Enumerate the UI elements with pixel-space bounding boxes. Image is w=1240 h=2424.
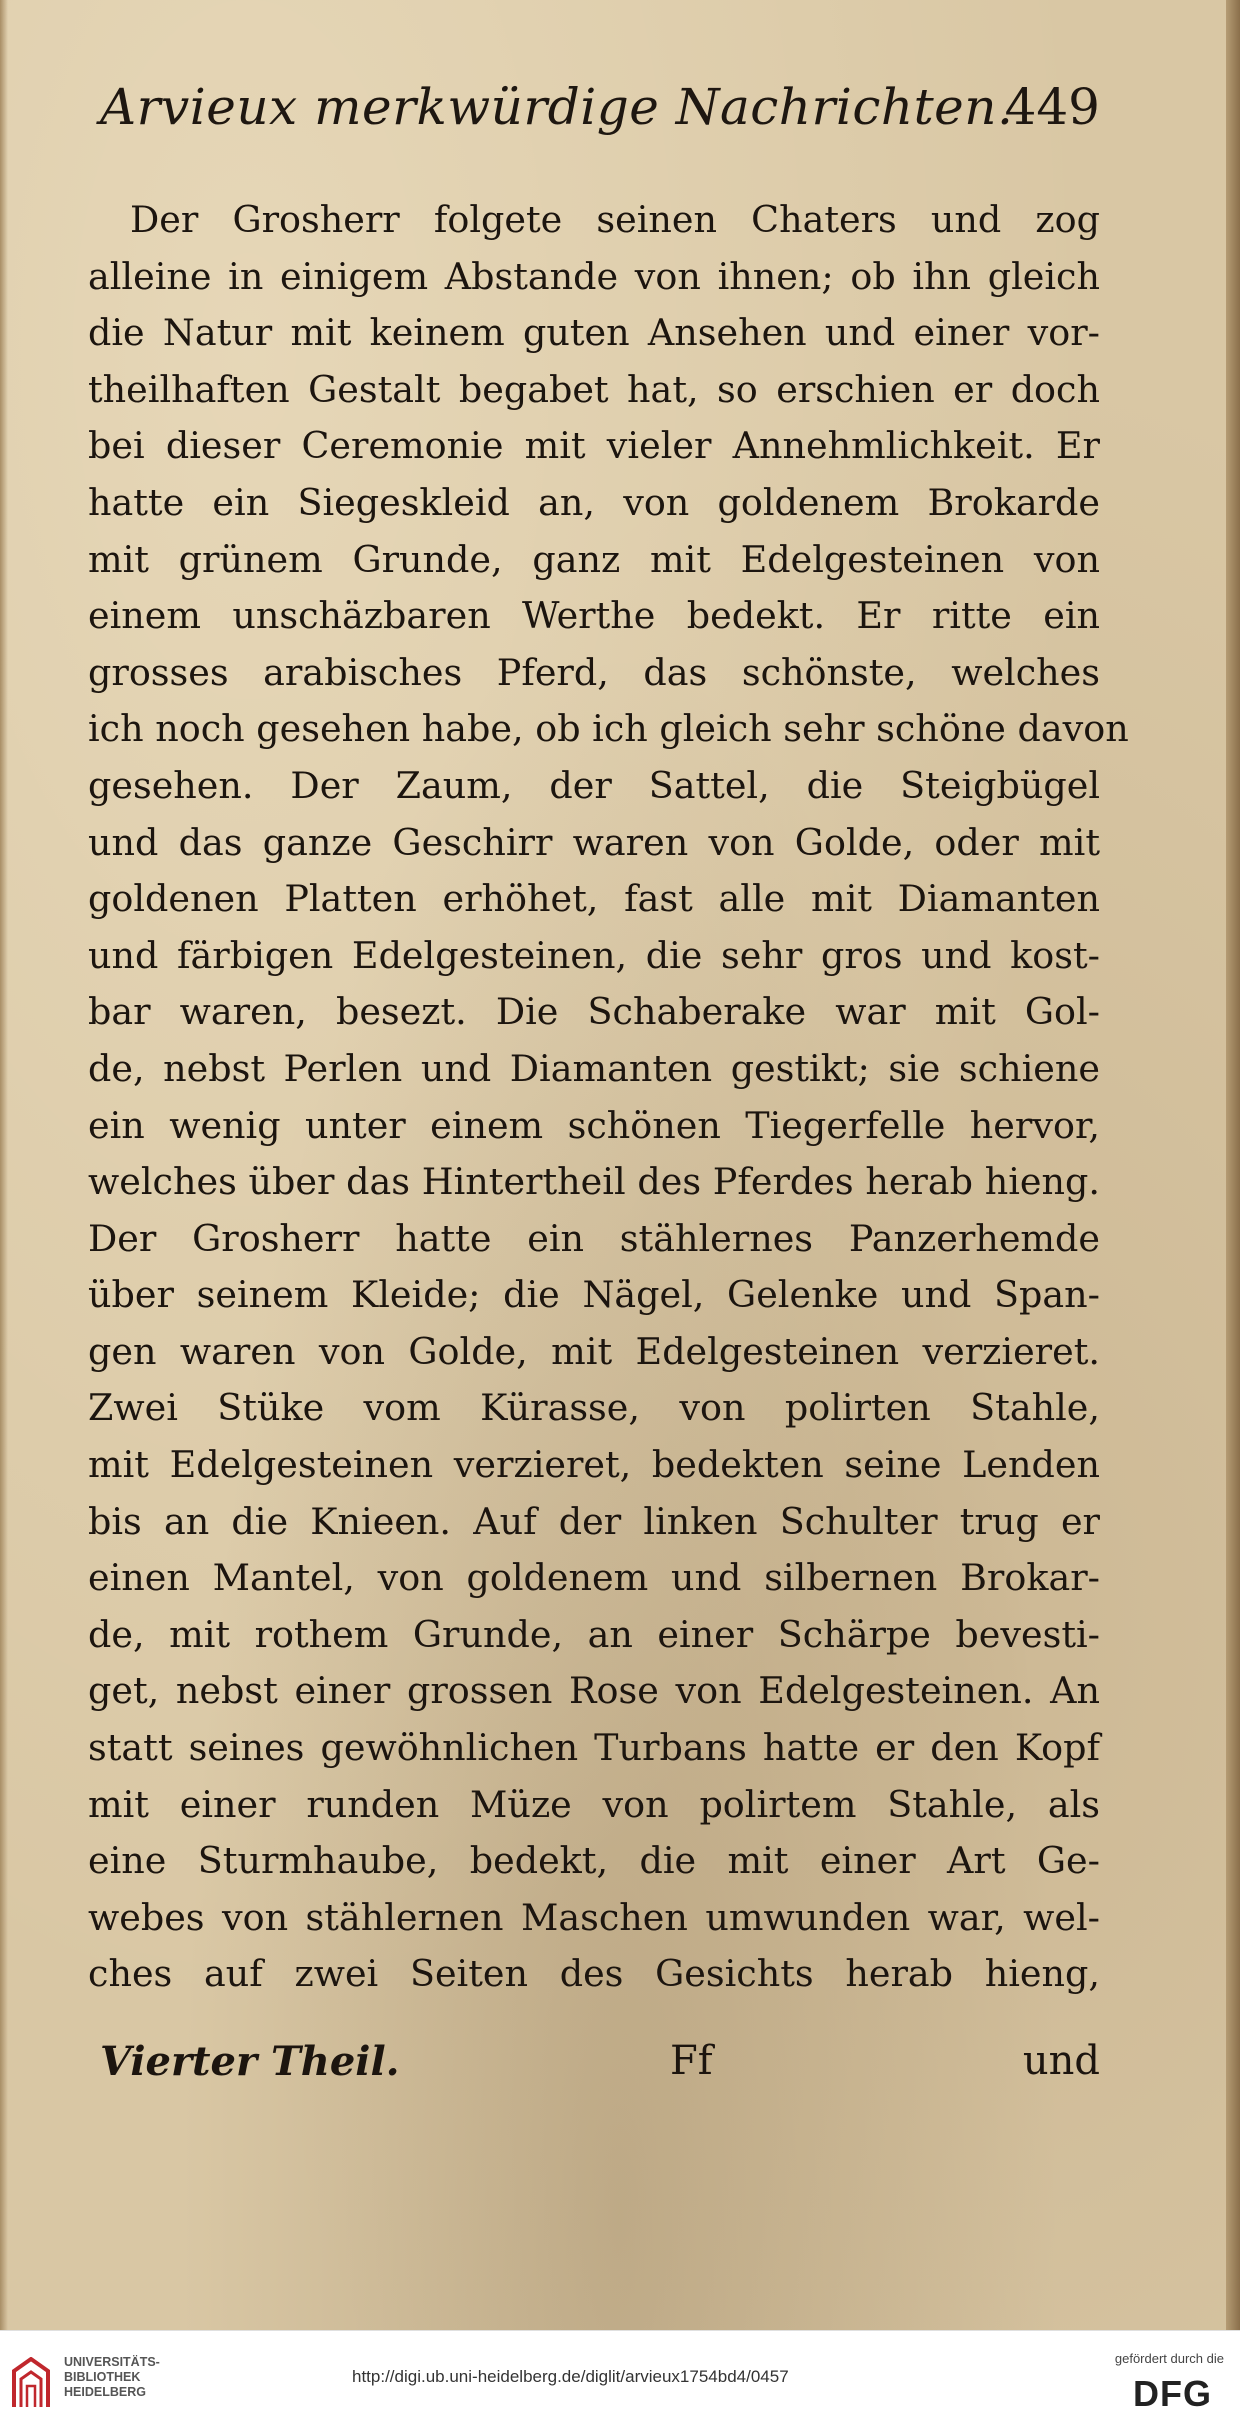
text-line: Der Grosherr folgete seinen Chaters und zog [130,198,1100,241]
text-line: gesehen. Der Zaum, der Sattel, die Steigbügel [88,763,1100,807]
text-line: einen Mantel, von goldenem und silbernen Brokar- [88,1556,1100,1600]
text-line: ein wenig unter einem schönen Tiegerfelle hervor, [88,1103,1100,1147]
text-line: welches über das Hintertheil des Pferdes herab hieng. [88,1160,1100,1204]
text-line: bei dieser Ceremonie mit vieler Annehmlichkeit. Er [88,424,1100,468]
text-line: bar waren, besezt. Die Schaberake war mit Gol- [88,990,1100,1034]
body-text [88,192,1129,2003]
text-line: ches auf zwei Seiten des Gesichts herab hieng, [88,1952,1100,1996]
text-line: und das ganze Geschirr waren von Golde, oder mit [88,820,1100,864]
page-shadow-left [0,0,8,2330]
text-line: theilhaften Gestalt begabet hat, so erschien er doch [88,367,1100,411]
catchword: und [1022,2038,1100,2084]
text-line: und färbigen Edelgesteinen, die sehr gros und kost- [88,933,1100,977]
text-line: hatte ein Siegeskleid an, von goldenem Brokarde [88,480,1100,524]
page-number: 449 [1004,78,1100,136]
text-line: webes von stählernen Maschen umwunden war, wel- [88,1895,1100,1939]
running-title: Arvieux merkwürdige Nachrichten. [100,78,1014,136]
text-line: de, mit rothem Grunde, an einer Schärpe bevesti- [88,1612,1100,1656]
text-line: ich noch gesehen habe, ob ich gleich sehr schöne davon [88,707,1129,751]
text-line: eine Sturmhaube, bedekt, die mit einer Art Ge- [88,1839,1100,1883]
text-line: statt seines gewöhnlichen Turbans hatte er den Kopf [88,1726,1100,1770]
text-line: einem unschäzbaren Werthe bedekt. Er ritte ein [88,594,1100,638]
page-footer [100,2038,1100,2108]
library-name-line: BIBLIOTHEK [64,2370,141,2384]
text-line: mit Edelgesteinen verzieret, bedekten seine Lenden [88,1443,1100,1487]
text-line: gen waren von Golde, mit Edelgesteinen verzieret. [88,1329,1100,1373]
text-line: alleine in einigem Abstande von ihnen; ob ihn gleich [88,254,1100,298]
text-line: die Natur mit keinem guten Ansehen und einer vor- [88,311,1100,355]
university-library-logo-icon[interactable] [10,2357,52,2411]
library-name [64,2355,160,2400]
text-line: Der Grosherr hatte ein stählernes Panzerhemde [88,1216,1100,1260]
dfg-logo[interactable]: DFG [1133,2373,1212,2414]
text-line: mit einer runden Müze von polirtem Stahle, als [88,1782,1100,1826]
funding-text: gefördert durch die [1114,2351,1224,2366]
text-line: über seinem Kleide; die Nägel, Gelenke und Span- [88,1273,1100,1317]
source-url-link[interactable]: http://digi.ub.uni-heidelberg.de/diglit/arvieux1754bd4/0457 [352,2367,789,2386]
text-line: goldenen Platten erhöhet, fast alle mit Diamanten [88,877,1100,921]
library-name-line: UNIVERSITÄTS- [64,2355,160,2369]
volume-signature: Vierter Theil. [100,2038,400,2085]
running-head [100,78,1100,158]
digitization-banner [0,2330,1240,2424]
text-line: Zwei Stüke vom Kürasse, von polirten Stahle, [88,1386,1100,1430]
text-line: grosses arabisches Pferd, das schönste, welches [88,650,1100,694]
library-name-line: HEIDELBERG [64,2385,146,2399]
page-edge [1226,0,1240,2330]
text-line: mit grünem Grunde, ganz mit Edelgesteinen von [88,537,1100,581]
text-line: bis an die Knieen. Auf der linken Schulter trug er [88,1499,1100,1543]
text-line: get, nebst einer grossen Rose von Edelgesteinen. An [88,1669,1100,1713]
text-line: de, nebst Perlen und Diamanten gestikt; sie schiene [88,1046,1100,1090]
sheet-signature: Ff [670,2038,713,2084]
